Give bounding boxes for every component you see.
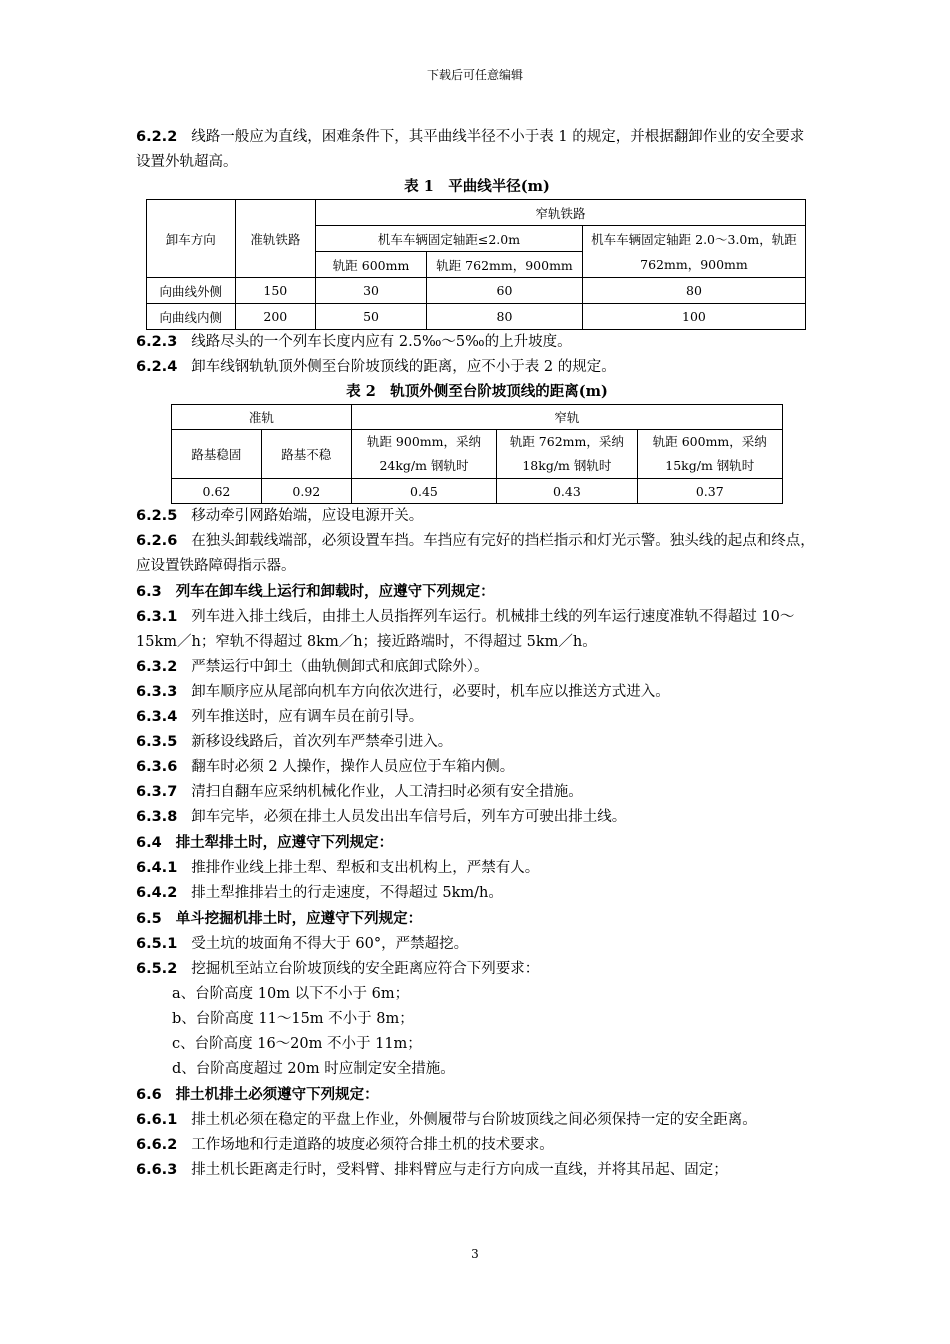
table1-header-direction: 卸车方向 xyxy=(147,200,236,278)
section-title: 排土机排土必须遵守下列规定： xyxy=(175,1086,379,1103)
clause-number: 6.3.6 xyxy=(136,759,178,775)
table2-header-stable: 路基稳固 xyxy=(172,430,262,479)
clause-6-2-2 xyxy=(136,125,818,175)
clause-6-3-1 xyxy=(136,605,818,655)
clause-text: 翻车时必须 2 人操作，操作人员应位于车箱内侧。 xyxy=(191,759,515,775)
clause-6-2-3 xyxy=(136,330,818,355)
clause-text: 线路一般应为直线，困难条件下，其平曲线半径不小于表 1 的规定，并根据翻卸作业的安全要求设置外轨超高。 xyxy=(136,129,805,170)
clause-number: 6.6.1 xyxy=(136,1112,178,1128)
table-row xyxy=(147,278,806,304)
table-cell: 60 xyxy=(427,278,583,304)
table1-header-sub1: 机车车辆固定轴距≤2.0m xyxy=(316,226,583,252)
clause-6-3-8 xyxy=(136,805,818,830)
section-6-5 xyxy=(136,906,818,932)
table-cell: 200 xyxy=(235,304,315,330)
table2-header-col3: 轨距 600mm，采纳 15kg/m 钢轨时 xyxy=(637,430,782,479)
clause-number: 6.3.7 xyxy=(136,784,178,800)
clause-text: 排土机必须在稳定的平盘上作业，外侧履带与台阶坡顶线之间必须保持一定的安全距离。 xyxy=(191,1112,757,1128)
clause-text: 列车推送时，应有调车员在前引导。 xyxy=(191,709,424,725)
clause-text: 线路尽头的一个列车长度内应有 2.5‰～5‰的上升坡度。 xyxy=(191,334,572,350)
page-header: 下载后可任意编辑 xyxy=(426,68,523,82)
clause-text: 排土机长距离走行时，受料臂、排料臂应与走行方向成一直线，并将其吊起、固定； xyxy=(191,1162,728,1178)
table-cell: 50 xyxy=(316,304,427,330)
clause-6-6-1 xyxy=(136,1108,818,1133)
clause-number: 6.3.3 xyxy=(136,684,178,700)
section-title: 单斗挖掘机排土时，应遵守下列规定： xyxy=(175,910,423,927)
table2-caption: 表 2 轨顶外侧至台阶坡顶线的距离(m) xyxy=(346,383,608,400)
table1-header-sub2: 机车车辆固定轴距 2.0～3.0m，轨距 762mm，900mm xyxy=(582,226,805,278)
table-row xyxy=(172,479,783,504)
clause-6-2-5 xyxy=(136,504,818,529)
clause-number: 6.6.3 xyxy=(136,1162,178,1178)
table-cell: 0.37 xyxy=(637,479,782,504)
clause-6-6-2 xyxy=(136,1133,818,1158)
table-cell: 向曲线外侧 xyxy=(147,278,236,304)
table-cell: 100 xyxy=(582,304,805,330)
table-cell: 0.43 xyxy=(497,479,637,504)
clause-6-5-1 xyxy=(136,932,818,957)
clause-6-3-3 xyxy=(136,680,818,705)
clause-6-2-6 xyxy=(136,529,818,579)
table2-header-col1: 轨距 900mm，采纳 24kg/m 钢轨时 xyxy=(351,430,496,479)
list-item: c、台阶高度 16～20m 不小于 11m； xyxy=(172,1036,422,1052)
list-item: b、台阶高度 11～15m 不小于 8m； xyxy=(172,1011,414,1027)
clause-text: 新移设线路后，首次列车严禁牵引进入。 xyxy=(191,734,453,750)
table-cell: 30 xyxy=(316,278,427,304)
clause-text: 挖掘机至站立台阶坡顶线的安全距离应符合下列要求： xyxy=(191,961,540,977)
clause-6-4-1 xyxy=(136,856,818,881)
section-number: 6.4 xyxy=(136,835,162,851)
clause-number: 6.2.3 xyxy=(136,334,178,350)
clause-number: 6.5.1 xyxy=(136,936,178,952)
clause-number: 6.3.8 xyxy=(136,809,178,825)
table-cell: 80 xyxy=(427,304,583,330)
clause-6-6-3 xyxy=(136,1158,818,1183)
table2-header-narrow: 窄轨 xyxy=(351,405,782,430)
clause-text: 在独头卸载线端部，必须设置车挡。车挡应有完好的挡栏指示和灯光示警。独头线的起点和终点，应设置铁路障碍指示器。 xyxy=(136,533,815,574)
section-6-6 xyxy=(136,1082,818,1108)
clause-number: 6.4.2 xyxy=(136,885,178,901)
clause-text: 卸车顺序应从尾部向机车方向依次进行，必要时，机车应以推送方式进入。 xyxy=(191,684,670,700)
clause-number: 6.4.1 xyxy=(136,860,178,876)
clause-number: 6.2.2 xyxy=(136,129,178,145)
list-item: a、台阶高度 10m 以下不小于 6m； xyxy=(172,986,410,1002)
section-number: 6.3 xyxy=(136,584,162,600)
clause-text: 排土犁推排岩土的行走速度，不得超过 5km/h。 xyxy=(191,885,503,901)
table-cell: 0.62 xyxy=(172,479,262,504)
section-6-3 xyxy=(136,579,818,605)
section-title: 排土犁排土时，应遵守下列规定： xyxy=(175,834,394,851)
clause-6-2-4 xyxy=(136,355,818,380)
clause-text: 移动牵引网路始端，应设电源开关。 xyxy=(191,508,424,524)
clause-6-3-7 xyxy=(136,780,818,805)
clause-6-3-4 xyxy=(136,705,818,730)
table-row xyxy=(147,304,806,330)
clause-number: 6.6.2 xyxy=(136,1137,178,1153)
table2-header-standard: 准轨 xyxy=(172,405,352,430)
section-number: 6.6 xyxy=(136,1087,162,1103)
table-cell: 150 xyxy=(235,278,315,304)
section-number: 6.5 xyxy=(136,911,162,927)
table2-header-unstable: 路基不稳 xyxy=(261,430,351,479)
clause-6-5-2 xyxy=(136,957,818,982)
clause-number: 6.2.5 xyxy=(136,508,178,524)
table1-caption: 表 1 平曲线半径(m) xyxy=(404,178,550,195)
clause-number: 6.3.4 xyxy=(136,709,178,725)
clause-6-4-2 xyxy=(136,881,818,906)
table1-header-gauge762: 轨距 762mm，900mm xyxy=(427,252,583,278)
section-title: 列车在卸车线上运行和卸载时，应遵守下列规定： xyxy=(175,583,495,600)
clause-text: 卸车线钢轨轨顶外侧至台阶坡顶线的距离，应不小于表 2 的规定。 xyxy=(191,359,616,375)
clause-text: 推排作业线上排土犁、犁板和支出机构上，严禁有人。 xyxy=(191,860,540,876)
clause-text: 卸车完毕，必须在排土人员发出出车信号后，列车方可驶出排土线。 xyxy=(191,809,627,825)
table-cell: 0.45 xyxy=(351,479,496,504)
table1 xyxy=(146,199,806,330)
clause-text: 列车进入排土线后，由排土人员指挥列车运行。机械排土线的列车运行速度准轨不得超过 10～15km／h；窄轨不得超过 8km／h；接近路端时，不得超过 5km／h。 xyxy=(136,609,795,650)
page-number: 3 xyxy=(471,1247,479,1261)
clause-6-3-2 xyxy=(136,655,818,680)
table2-header-col2: 轨距 762mm，采纳 18kg/m 钢轨时 xyxy=(497,430,637,479)
table1-header-narrow: 窄轨铁路 xyxy=(316,200,806,226)
clause-text: 受土坑的坡面角不得大于 60°，严禁超挖。 xyxy=(191,936,469,952)
section-6-4 xyxy=(136,830,818,856)
clause-6-3-5 xyxy=(136,730,818,755)
clause-number: 6.2.4 xyxy=(136,359,178,375)
table2 xyxy=(171,404,783,504)
clause-text: 严禁运行中卸土（曲轨侧卸式和底卸式除外）。 xyxy=(191,659,489,675)
clause-number: 6.3.1 xyxy=(136,609,178,625)
table-cell: 0.92 xyxy=(261,479,351,504)
document-body xyxy=(136,125,818,1183)
clause-text: 工作场地和行走道路的坡度必须符合排土机的技术要求。 xyxy=(191,1137,554,1153)
table-cell: 80 xyxy=(582,278,805,304)
clause-text: 清扫自翻车应采纳机械化作业，人工清扫时必须有安全措施。 xyxy=(191,784,583,800)
clause-number: 6.5.2 xyxy=(136,961,178,977)
clause-number: 6.3.2 xyxy=(136,659,178,675)
clause-number: 6.2.6 xyxy=(136,533,178,549)
table1-header-standard: 准轨铁路 xyxy=(235,200,315,278)
clause-number: 6.3.5 xyxy=(136,734,178,750)
list-item: d、台阶高度超过 20m 时应制定安全措施。 xyxy=(172,1061,455,1077)
table-cell: 向曲线内侧 xyxy=(147,304,236,330)
table1-header-gauge600: 轨距 600mm xyxy=(316,252,427,278)
clause-6-3-6 xyxy=(136,755,818,780)
